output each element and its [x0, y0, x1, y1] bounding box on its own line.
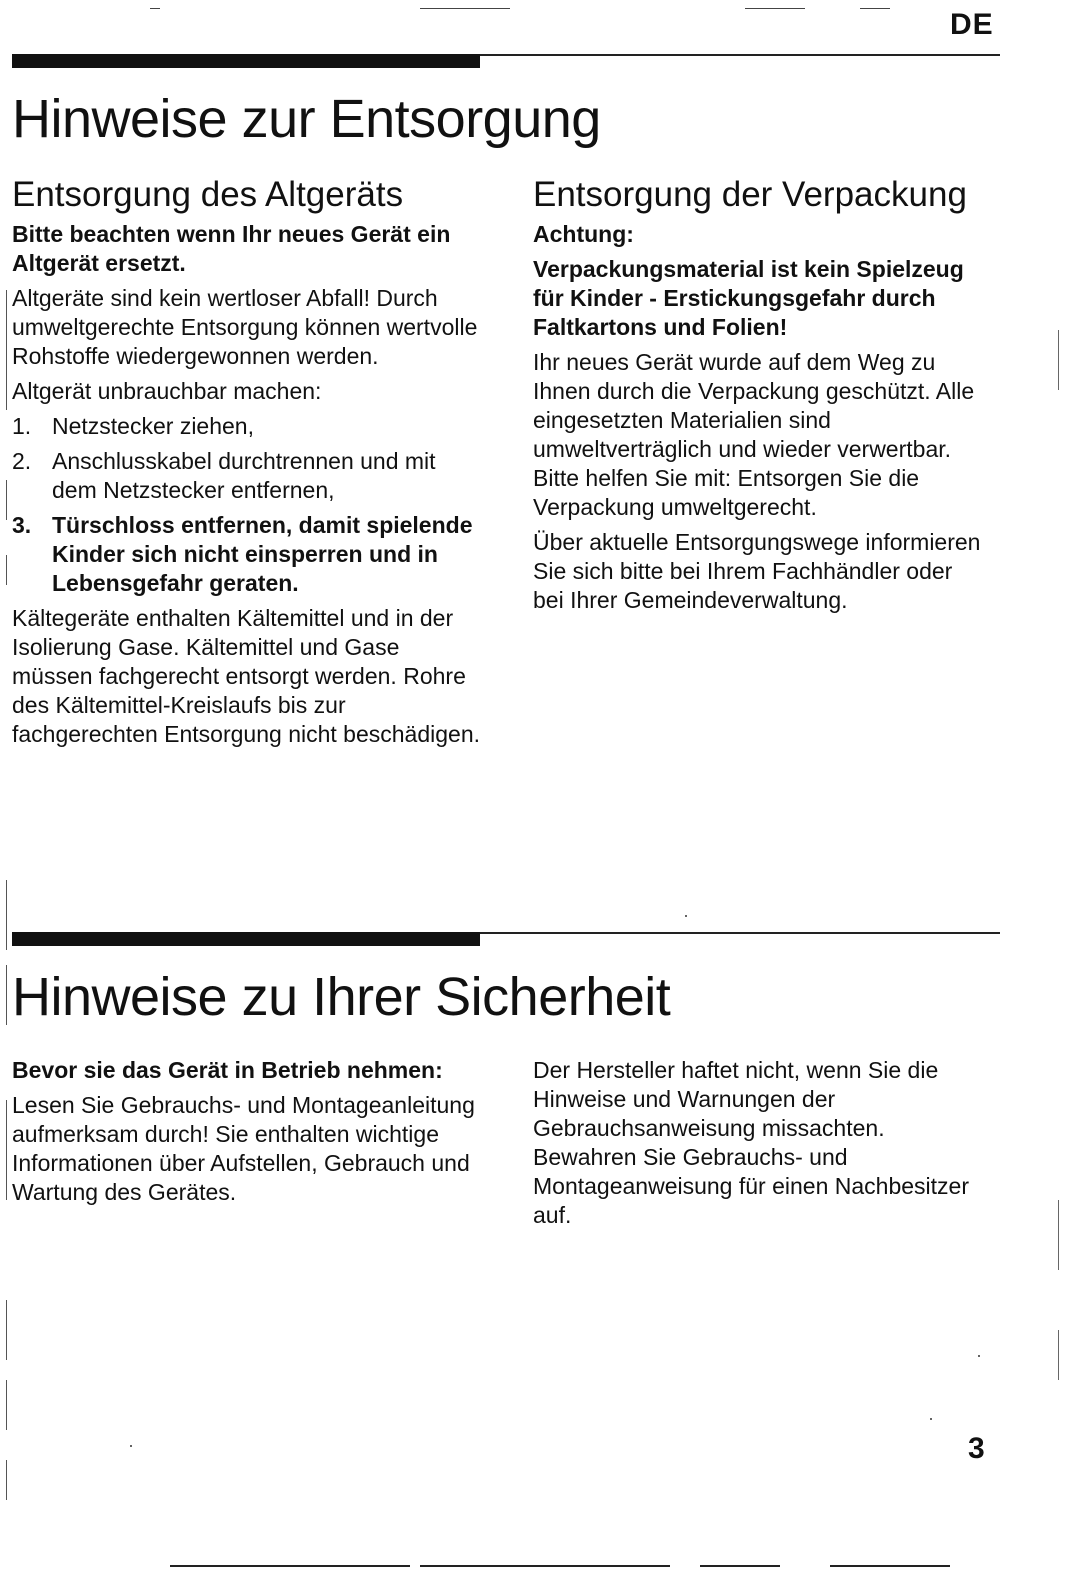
scan-edge	[1058, 330, 1059, 390]
step-text: Netzstecker ziehen,	[52, 413, 254, 439]
paragraph-refrigerant: Kältegeräte enthalten Kältemittel und in der Isolierung Gase. Kältemittel und Gase müssen fachgerecht entsorgt werden. Rohre des Kältemittel-Kreislaufs bis zur fachgerechten Entsorgung nicht beschädigen.	[12, 605, 480, 747]
column-liability	[533, 1056, 983, 1236]
scan-speck	[130, 1445, 132, 1447]
scan-mark	[170, 1565, 410, 1567]
heading-packaging: Entsorgung der Verpackung	[533, 175, 967, 214]
scan-mark	[420, 8, 510, 9]
section-title-safety: Hinweise zu Ihrer Sicherheit	[12, 967, 671, 1027]
thick-rule	[12, 932, 480, 946]
section-rule	[12, 932, 1000, 946]
scan-edge	[6, 1100, 7, 1200]
scan-edge	[6, 1300, 7, 1360]
heading-before-use: Bevor sie das Gerät in Betrieb nehmen:	[12, 1057, 443, 1083]
paragraph-recycling: Altgeräte sind kein wertloser Abfall! Durch umweltgerechte Entsorgung können wertvolle Rohstoffe wiedergewonnen werden.	[12, 285, 478, 369]
step-number: 1.	[12, 413, 32, 439]
paragraph-packaging: Ihr neues Gerät wurde auf dem Weg zu Ihnen durch die Verpackung geschützt. Alle eingesetzten Materialien sind umweltverträglich und wieder verwertbar. Bitte helfen Sie mit: Entsorgen Sie die Verpackung umweltgerecht.	[533, 349, 975, 520]
scan-mark	[420, 1565, 670, 1567]
language-tag: DE	[950, 8, 994, 41]
list-item	[12, 447, 482, 505]
scan-speck	[685, 915, 687, 917]
scan-edge	[6, 880, 7, 950]
page-number: 3	[968, 1432, 985, 1465]
heading-old-appliance: Entsorgung des Altgeräts	[12, 175, 404, 214]
attention-label: Achtung:	[533, 221, 634, 247]
section-rule	[12, 54, 1000, 68]
step-text: Türschloss entfernen, damit spielende Kinder sich nicht einsperren und in Lebensgefahr geraten.	[52, 512, 473, 596]
scan-edge	[6, 1460, 7, 1500]
section-title-disposal: Hinweise zur Entsorgung	[12, 89, 601, 149]
scan-mark	[860, 8, 890, 9]
step-text: Anschlusskabel durchtrennen und mit dem Netzstecker entfernen,	[52, 448, 436, 503]
scan-edge	[6, 555, 7, 585]
thick-rule	[12, 54, 480, 68]
scan-mark	[745, 8, 805, 9]
scan-mark	[700, 1565, 780, 1567]
scan-edge	[6, 1380, 7, 1430]
scan-edge	[6, 290, 7, 410]
paragraph-liability: Der Hersteller haftet nicht, wenn Sie die Hinweise und Warnungen der Gebrauchsanweisung missachten. Bewahren Sie Gebrauchs- und Montageanweisung für einen Nachbesitzer auf.	[533, 1057, 969, 1228]
intro-note: Bitte beachten wenn Ihr neues Gerät ein Altgerät ersetzt.	[12, 221, 451, 276]
scan-edge	[1058, 1330, 1059, 1380]
disable-steps-list	[12, 412, 482, 598]
scan-mark	[830, 1565, 950, 1567]
step-number: 2.	[12, 448, 32, 474]
scan-edge	[6, 965, 7, 1025]
column-old-appliance	[12, 176, 482, 755]
paragraph-disable: Altgerät unbrauchbar machen:	[12, 378, 322, 404]
step-number: 3.	[12, 512, 32, 538]
scan-speck	[930, 1418, 932, 1420]
column-packaging	[533, 176, 983, 621]
scan-mark	[150, 8, 160, 9]
scan-speck	[978, 1355, 980, 1357]
list-item	[12, 412, 482, 441]
paragraph-disposal-info: Über aktuelle Entsorgungswege informieren Sie sich bitte bei Ihrem Fachhändler oder bei Ihrer Gemeindeverwaltung.	[533, 529, 981, 613]
paragraph-read-manual: Lesen Sie Gebrauchs- und Montageanleitung aufmerksam durch! Sie enthalten wichtige Informationen über Aufstellen, Gebrauch und Wartung des Gerätes.	[12, 1092, 475, 1205]
warning-text: Verpackungsmaterial ist kein Spielzeug für Kinder - Erstickungsgefahr durch Faltkartons und Folien!	[533, 256, 964, 340]
list-item	[12, 511, 482, 598]
scan-edge	[1058, 1200, 1059, 1270]
column-before-use	[12, 1056, 482, 1213]
scan-edge	[6, 480, 7, 520]
